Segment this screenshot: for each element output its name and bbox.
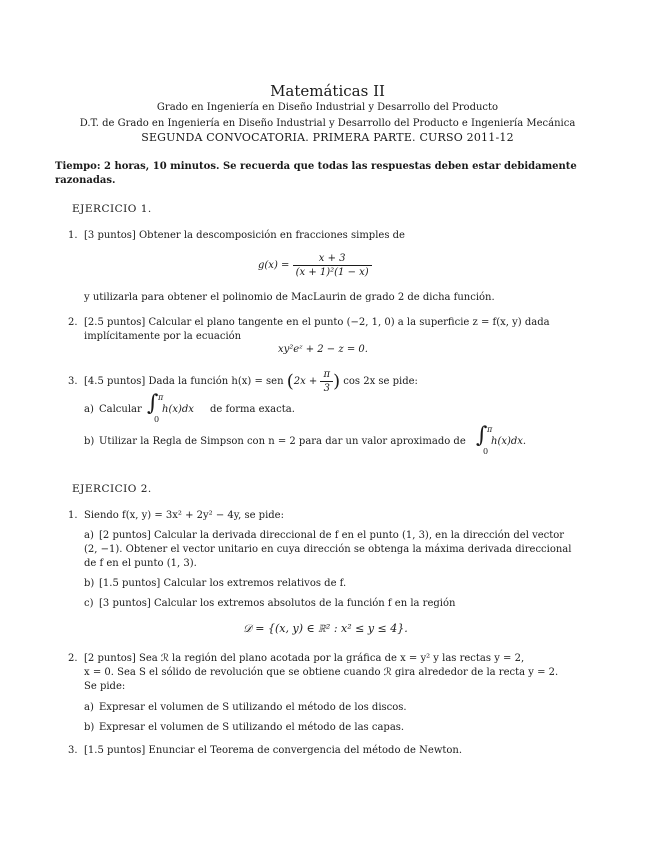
statement-part-a: [4.5 puntos] Dada la función h(x) = sen <box>84 376 284 387</box>
ej2-problem-2-line-1: [2 puntos] Sea ℛ la región del plano acotada por la gráfica de x = y² y las rectas y = 2, <box>84 653 525 664</box>
ej1-problem-1-text-2: y utilizarla para obtener el polinomio de MacLaurin de grado 2 de dicha función. <box>84 292 495 303</box>
ej2-2a-label: a) <box>84 702 94 713</box>
ej1-problem-3-statement <box>84 368 418 395</box>
degree-line-2: D.T. de Grado en Ingeniería en Diseño Industrial y Desarrollo del Producto e Ingeniería Mecánica <box>79 118 576 129</box>
arg-left: 2x + <box>293 376 318 387</box>
ej2-problem-3-number: 3. <box>68 745 78 756</box>
paren-close: ) <box>333 371 341 392</box>
ej2-1a-line-3: de f en el punto (1, 3). <box>84 558 197 569</box>
ej2-2a-text: Expresar el volumen de S utilizando el método de los discos. <box>99 702 407 713</box>
ej1-3a-label: a) <box>84 404 94 415</box>
formula-lhs: g(x) = <box>258 260 290 271</box>
degree-line-1: Grado en Ingeniería en Diseño Industrial y Desarrollo del Producto <box>156 102 499 113</box>
ej1-problem-2-number: 2. <box>68 317 78 328</box>
ej2-1a-label: a) <box>84 530 94 541</box>
page-title: Matemáticas II <box>270 82 385 100</box>
ej1-problem-2-equation: xy²eᶻ + 2 − z = 0. <box>278 344 368 355</box>
ej2-1c-label: c) <box>84 598 94 609</box>
intro-line-1: Tiempo: 2 horas, 10 minutos. Se recuerda que todas las respuestas deben estar debidamente <box>55 161 577 172</box>
ej2-1c-text: [3 puntos] Calcular los extremos absolutos de la función f en la región <box>99 598 456 609</box>
ej2-2b-text: Expresar el volumen de S utilizando el método de las capas. <box>99 722 405 733</box>
exercise-1-heading: EJERCICIO 1. <box>72 203 152 215</box>
ej2-problem-1-number: 1. <box>68 510 78 521</box>
ej2-problem-2-number: 2. <box>68 653 78 664</box>
intro-line-2: razonadas. <box>55 175 116 186</box>
convocatoria-line: SEGUNDA CONVOCATORIA. PRIMERA PARTE. CURSO 2011-12 <box>141 131 514 144</box>
pi-over-3 <box>320 368 333 395</box>
pi-numerator: π <box>320 368 333 382</box>
statement-part-b: cos 2x se pide: <box>343 376 418 387</box>
ej2-problem-3-text: [1.5 puntos] Enunciar el Teorema de convergencia del método de Newton. <box>84 745 463 756</box>
ej1-problem-2-text: [2.5 puntos] Calcular el plano tangente en el punto (−2, 1, 0) a la superficie z = f(x, y) dada <box>84 317 550 328</box>
pi-denominator: 3 <box>323 383 330 394</box>
ej2-1a-line-1: [2 puntos] Calcular la derivada direccional de f en el punto (1, 3), en la dirección del vector <box>99 530 565 541</box>
integral-upper-limit: π <box>158 393 164 402</box>
formula-fraction <box>293 252 372 279</box>
ej1-3b-text: Utilizar la Regla de Simpson con n = 2 para dar un valor aproximado de <box>99 436 466 447</box>
ej2-2b-label: b) <box>84 722 95 733</box>
ej2-problem-2-line-3: Se pide: <box>84 681 126 692</box>
ej1-3b-label: b) <box>84 436 95 447</box>
integral-lower-limit: 0 <box>483 447 489 456</box>
ej2-1c-region: 𝒟 = {(x, y) ∈ ℝ² : x² ≤ y ≤ 4}. <box>243 622 408 635</box>
ej2-1b-text: [1.5 puntos] Calcular los extremos relativos de f. <box>99 578 347 589</box>
fraction-numerator: x + 3 <box>293 252 372 266</box>
ej1-3a-integrand: h(x)dx <box>162 404 194 415</box>
ej1-3a-text-2: de forma exacta. <box>210 404 295 415</box>
integral-upper-limit: π <box>487 425 493 434</box>
exercise-2-heading: EJERCICIO 2. <box>72 483 152 495</box>
ej2-problem-2-line-2: x = 0. Sea S el sólido de revolución que se obtiene cuando ℛ gira alrededor de la recta y = 2. <box>84 667 559 678</box>
ej1-problem-3-number: 3. <box>68 376 78 387</box>
ej1-problem-1-formula <box>258 252 372 279</box>
ej1-problem-2-text-2: implícitamente por la ecuación <box>84 331 242 342</box>
integral-lower-limit: 0 <box>154 415 160 424</box>
paren-open: ( <box>286 371 294 392</box>
integral-sign: ∫ <box>147 391 159 416</box>
ej2-problem-1-text: Siendo f(x, y) = 3x² + 2y² − 4y, se pide: <box>84 510 284 521</box>
ej1-problem-1-text: [3 puntos] Obtener la descomposición en fracciones simples de <box>84 230 405 241</box>
ej2-1b-label: b) <box>84 578 95 589</box>
ej2-1a-line-2: (2, −1). Obtener el vector unitario en cuya dirección se obtenga la máxima derivada direccional <box>84 544 572 555</box>
ej1-3a-text-1: Calcular <box>99 404 142 415</box>
integral-sign: ∫ <box>476 423 488 448</box>
ej1-problem-1-number: 1. <box>68 230 78 241</box>
ej1-3b-integrand: h(x)dx. <box>491 436 527 447</box>
fraction-denominator: (x + 1)²(1 − x) <box>295 267 369 278</box>
